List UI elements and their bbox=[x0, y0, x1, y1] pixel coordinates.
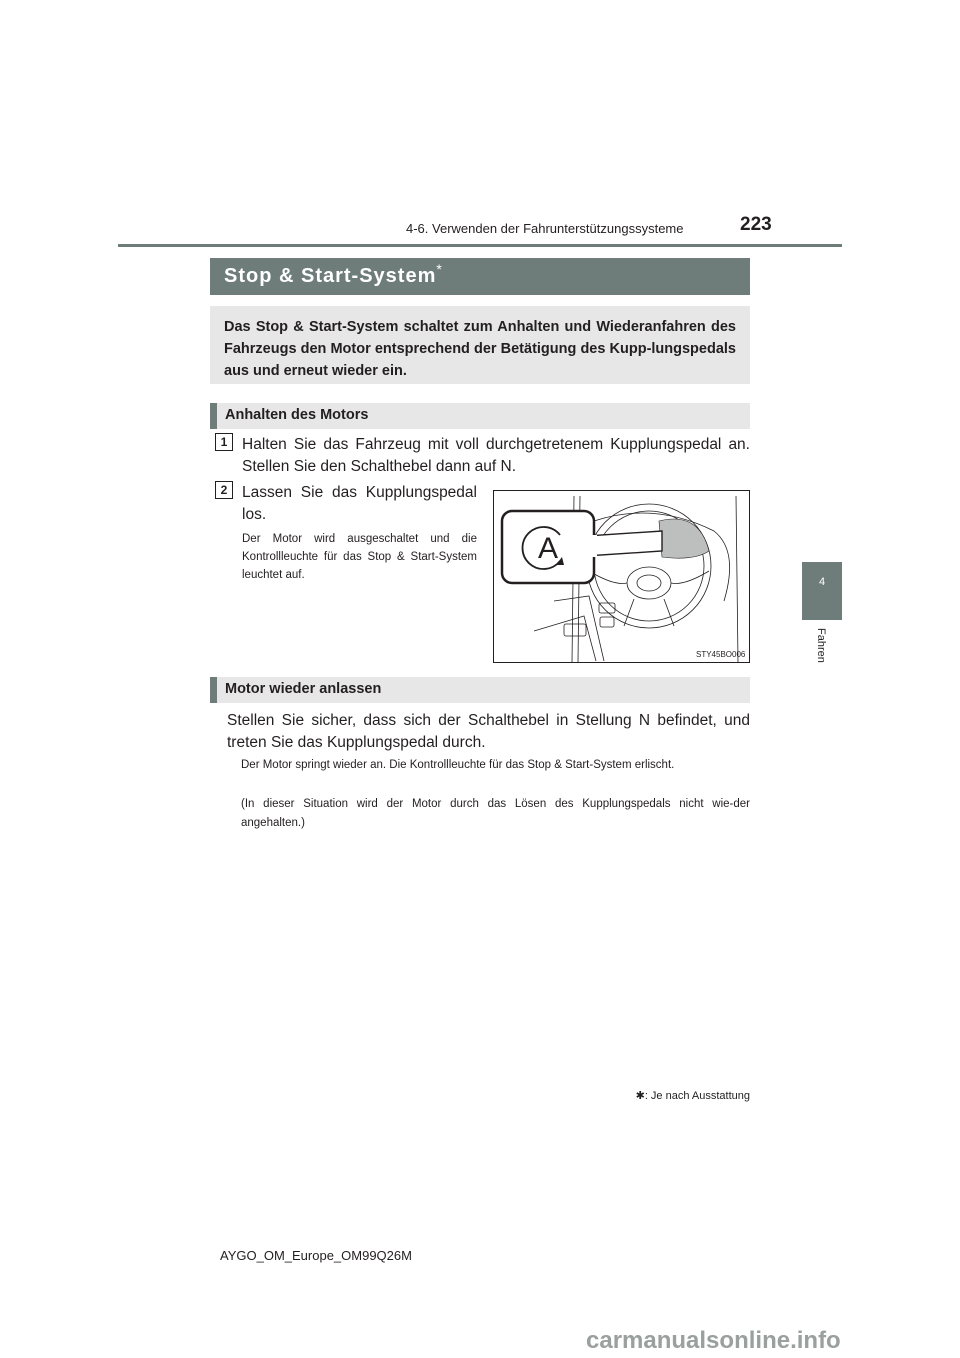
heading-restart-engine-label: Motor wieder anlassen bbox=[225, 681, 382, 697]
watermark: carmanualsonline.info bbox=[586, 1327, 841, 1354]
step-2-text: Lassen Sie das Kupplungspedal los. bbox=[242, 484, 477, 523]
footnote bbox=[600, 1089, 750, 1102]
heading-restart-engine bbox=[210, 677, 750, 703]
dashboard-illustration bbox=[493, 490, 750, 663]
title-bar bbox=[210, 258, 750, 295]
step-2-note: Der Motor wird ausgeschaltet und die Kontrollleuchte für das Stop & Start-System leuchtet auf. bbox=[242, 533, 477, 581]
page-title bbox=[224, 261, 443, 288]
intro-box bbox=[210, 306, 750, 384]
chapter-tab bbox=[802, 562, 842, 620]
footnote-asterisk-icon: ✱ bbox=[635, 1090, 645, 1102]
footnote-marker: * bbox=[436, 261, 443, 277]
figure-code: STY45BO006 bbox=[696, 650, 746, 659]
section-label: 4-6. Verwenden der Fahrunterstützungssysteme bbox=[406, 221, 684, 236]
footnote-text: : Je nach Ausstattung bbox=[644, 1090, 750, 1102]
heading-stop-engine bbox=[210, 403, 750, 429]
restart-note-1: Der Motor springt wieder an. Die Kontrollleuchte für das Stop & Start-System erlischt. bbox=[241, 759, 675, 771]
indicator-letter: A bbox=[537, 532, 559, 565]
steering-wheel-illustration bbox=[494, 491, 749, 662]
step-2-badge: 2 bbox=[215, 481, 233, 499]
page-title-text: Stop & Start-System bbox=[224, 265, 437, 287]
header-divider bbox=[118, 244, 842, 247]
chapter-name-label: Fahren bbox=[815, 628, 827, 663]
restart-note-2: (In dieser Situation wird der Motor durch das Lösen des Kupplungspedals nicht wie-der angehalten.) bbox=[241, 798, 750, 829]
document-id: AYGO_OM_Europe_OM99Q26M bbox=[220, 1248, 412, 1263]
restart-text: Stellen Sie sicher, dass sich der Schalthebel in Stellung N befindet, und treten Sie das Kupplungspedal durch. bbox=[227, 712, 750, 751]
chapter-number: 4 bbox=[818, 576, 826, 588]
page-number: 223 bbox=[740, 214, 772, 235]
step-1-text: Halten Sie das Fahrzeug mit voll durchgetretenem Kupplungspedal an. Stellen Sie den Schalthebel dann auf N. bbox=[242, 436, 750, 475]
step-1-badge: 1 bbox=[215, 433, 233, 451]
heading-stop-engine-label: Anhalten des Motors bbox=[225, 407, 369, 423]
intro-text: Das Stop & Start-System schaltet zum Anhalten und Wiederanfahren des Fahrzeugs den Motor entsprechend der Betätigung des Kupp-lungspedals aus und erneut wieder ein. bbox=[224, 319, 736, 379]
chapter-name bbox=[813, 628, 831, 688]
